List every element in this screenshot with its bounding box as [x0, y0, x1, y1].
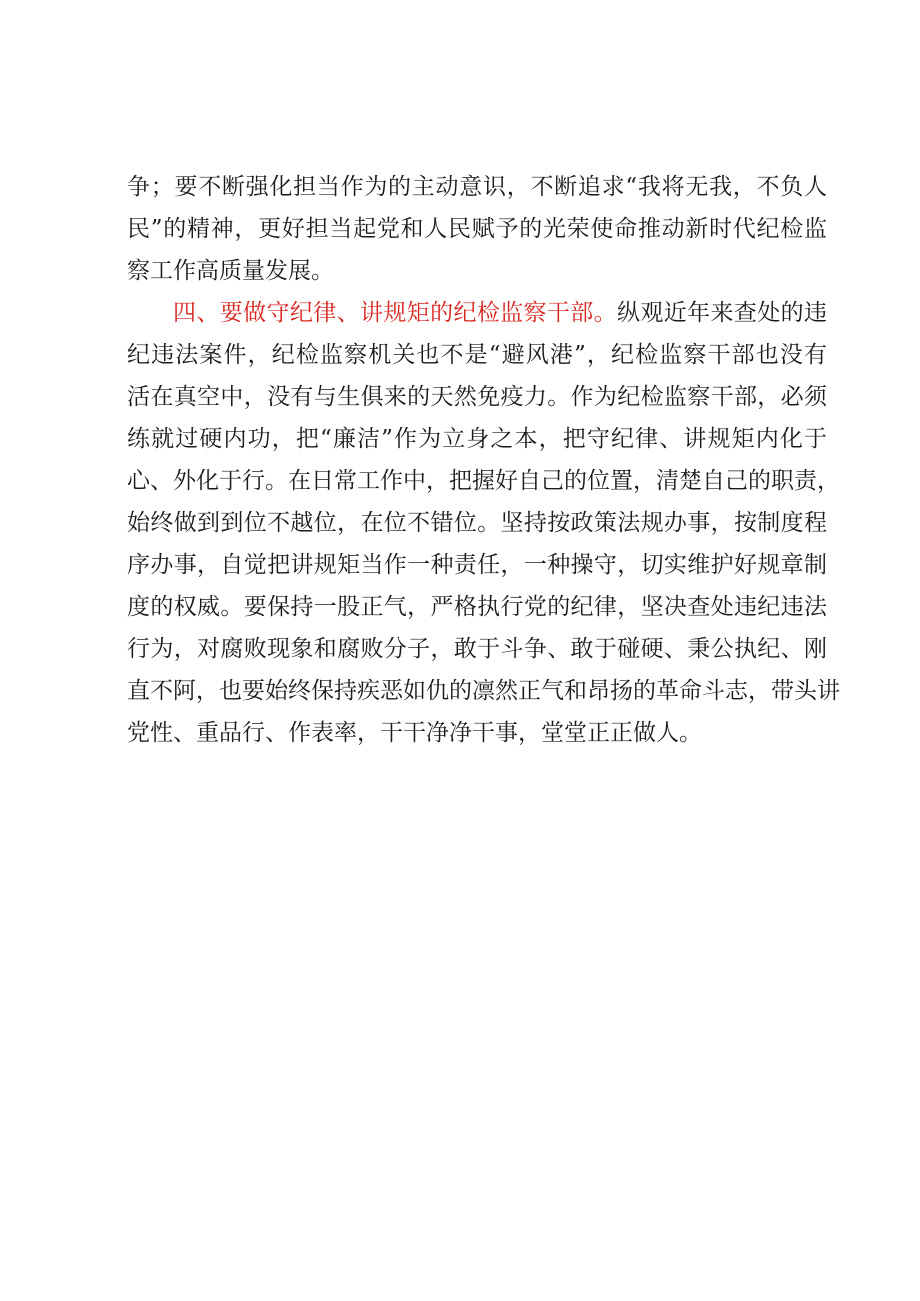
paragraph-2-line-8: 度的权威。要保持一股正气，严格执行党的纪律，坚决查处违纪违法 [127, 594, 827, 620]
paragraph-2 [127, 292, 840, 754]
paragraph-2-line-3: 活在真空中，没有与生俱来的天然免疫力。作为纪检监察干部，必须 [127, 384, 827, 410]
paragraph-2-line-6: 始终做到到位不越位，在位不错位。坚持按政策法规办事，按制度程 [127, 510, 827, 536]
paragraph-2-first-line-text: 纵观近年来查处的违 [617, 300, 828, 326]
paragraph-2-first-line [127, 292, 827, 334]
paragraph-2-line-7: 序办事，自觉把讲规矩当作一种责任，一种操守，切实维护好规章制 [127, 552, 827, 578]
paragraph-2-line-5: 心、外化于行。在日常工作中，把握好自己的位置，清楚自己的职责， [127, 468, 840, 494]
paragraph-1-line-1: 争；要不断强化担当作为的主动意识，不断追求“我将无我，不负人 [127, 174, 827, 200]
paragraph-2-line-4: 练就过硬内功，把“廉洁”作为立身之本，把守纪律、讲规矩内化于 [127, 426, 827, 452]
paragraph-1-line-2: 民”的精神，更好担当起党和人民赋予的光荣使命推动新时代纪检监 [127, 216, 827, 242]
paragraph-2-line-11: 党性、重品行、作表率，干干净净干事，堂堂正正做人。 [127, 720, 702, 746]
paragraph-1-line-3: 察工作高质量发展。 [127, 258, 334, 284]
document-body [127, 166, 840, 754]
paragraph-2-line-2: 纪违法案件，纪检监察机关也不是“避风港”，纪检监察干部也没有 [127, 342, 827, 368]
paragraph-1 [127, 166, 827, 292]
paragraph-2-line-9: 行为，对腐败现象和腐败分子，敢于斗争、敢于碰硬、秉公执纪、刚 [127, 636, 827, 662]
paragraph-2-line-10: 直不阿，也要始终保持疾恶如仇的凛然正气和昂扬的革命斗志，带头讲 [127, 678, 840, 704]
section-heading: 四、要做守纪律、讲规矩的纪检监察干部。 [173, 300, 618, 326]
